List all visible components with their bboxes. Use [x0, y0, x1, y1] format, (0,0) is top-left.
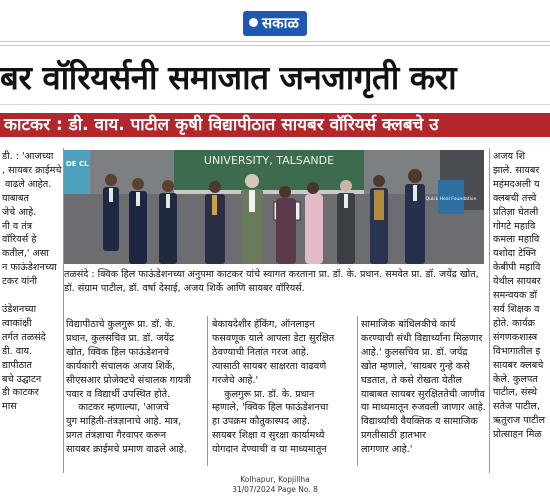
headline: बर वॉरियर्सनी समाजात जनजागृती करा: [0, 58, 457, 97]
standee-text: Quick Heal Foundation: [425, 197, 477, 202]
photo-caption: तळसंदे : क्विक हिल फाऊंडेशनच्या अनुपमा काटकर यांचे स्वागत करताना प्रा. डॉ. के. प्रधान. समवेत प्रा. डॉ. जयेंद्र खोत, डॉ. संग्राम पाटील, डॉ. वर्षा देसाई, अजय शिर्के आणि सायबर वॉरियर्स.: [64, 269, 479, 294]
article-column-3: सामाजिक बांधिलकीचे कार्य करण्याची संधी विद्यार्थ्यांना मिळणार आहे.' कुलसचिव प्रा. डॉ. जयेंद्र खोत म्हणाले, 'सायबर गुन्हे कसे घडतात, ते कसे रोखता येतील याबाबत सायबर सुरक्षिततेची जाणीव या माध्यमातून रुजवली जाणार आहे. विद्यार्थ्यांची वैयक्तिक व सामाजिक प्रगतीसाठी हातभार लागणार आहे.': [361, 319, 486, 456]
column-divider: [489, 148, 490, 473]
footer-place: Kolhapur, Kopjillha: [240, 475, 310, 484]
event-photo: [64, 150, 484, 264]
subheadline-bar: काटकर : डी. वाय. पाटील कृषी विद्यापीठात सायबर वॉरियर्स क्लबचे उ: [0, 113, 550, 137]
newspaper-logo: [243, 11, 307, 36]
page-footer: [0, 475, 550, 495]
article-column-right: अजय शि झाले. सायबर महंमदअली य क्लबची तत्त्वे प्रतिज्ञा घेतली गोगटे महावि कमला महावि यशोदा टेक्नि केबीपी महावि येथील सायबर समन्वयक डॉ सर्व शिक्षक व होते. कार्यक्र संगणकशास्त्र विभागातील इ सायबर क्लबचे केले. कुलपत पाटील, संस्थे सतेज पाटील, ऋतुराज पाटील प्रोत्साहन मिळ: [493, 151, 545, 441]
logo-dot-icon: [249, 18, 258, 27]
column-divider: [207, 316, 208, 466]
side-banner-text: DE CL: [66, 160, 89, 168]
logo-text: सकाळ: [262, 13, 299, 32]
masthead-rule-2: [0, 45, 550, 46]
headline-rule: [0, 104, 550, 105]
masthead: [0, 8, 550, 38]
article-column-2: बेकायदेशीर हॅकिंग, ऑनलाइन फसवणूक याले आपला डेटा सुरक्षित ठेवण्याची नितांत गरज आहे. त्यासाठी सायबर साक्षरता वाढवणे गरजेचे आहे.' कुलगुरू प्रा. डॉ. के. प्रधान म्हणाले, 'क्विक हिल फाऊंडेशनचा हा उपक्रम कौतुकास्पद आहे. सायबर शिक्षा व सुरक्षा कार्यामध्ये योगदान देण्याची व या माध्यमातून: [212, 319, 335, 456]
article-column-1: विद्यापीठाचे कुलगुरू प्रा. डॉ. के. प्रधान, कुलसचिव प्रा. डॉ. जयेंद्र खोत, क्विक हिल फाऊंडेशनचे कार्यकारी संचालक अजय शिर्के, सीएसआर प्रोजेक्टचे संचालक गायत्री पवार व विद्यार्थी उपस्थित होते. काटकर म्हणाल्या, 'आजचे युग माहिती-तंत्रज्ञानाचे आहे. मात्र, प्रगत तंत्रज्ञाचा गैरवापर करून सायबर क्राईमचे प्रमाण वाढले आहे.: [66, 319, 192, 456]
masthead-rule: [0, 41, 550, 42]
article-column-left: डी. : 'आजच्या , सायबर क्राईमचे वाढले आहेत. याबाबत जेचे आहे. नी व तंत्र वॉरियर्स हे कतील,' असा न फाऊंडेशनच्या टकर यांनी उंडेशनच्या त्वाकांक्षी तर्गत तळसंदे डी. वाय. द्यापीठात बचे उद्घाटन डी काटकर मास: [2, 151, 62, 413]
column-divider: [357, 316, 358, 466]
banner-text: UNIVERSITY, TALSANDE: [203, 154, 335, 167]
footer-dateline: 31/07/2024 Page No. 8: [232, 485, 318, 494]
